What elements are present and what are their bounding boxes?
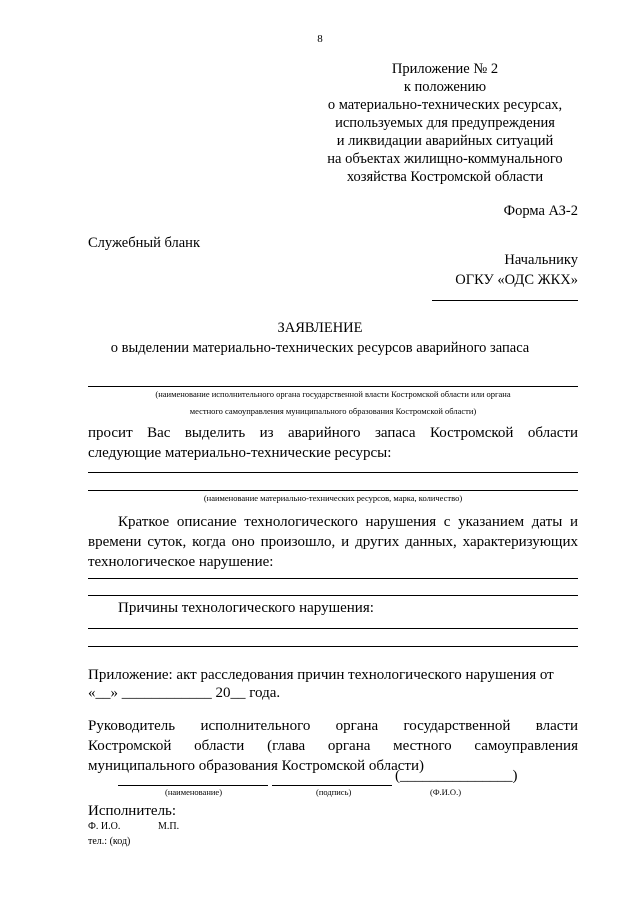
signature-name-line <box>118 785 268 786</box>
attachment-line-2: «__» ____________ 20__ года. <box>88 685 281 701</box>
appendix-line: хозяйства Костромской области <box>346 169 544 185</box>
executor-label: Исполнитель: <box>88 803 177 819</box>
caption-sign: (подпись) <box>316 787 352 797</box>
document-subtitle: о выделении материально-технических ресурсов аварийного запаса <box>110 340 530 356</box>
resources-line-2 <box>88 490 578 491</box>
request-text: просит Вас выделить из аварийного запаса Костромской области следующие материально-технические ресурсы: <box>88 425 578 461</box>
title-block <box>0 318 640 358</box>
addressee <box>455 250 578 290</box>
org-caption-2: местного самоуправления муниципального образования Костромской области) <box>189 406 477 416</box>
addressee-title: Начальнику <box>504 252 578 268</box>
appendix-line: и ликвидации аварийных ситуаций <box>336 133 554 149</box>
causes-line-2 <box>88 646 578 647</box>
description-line-1 <box>88 578 578 579</box>
org-name-line <box>88 386 578 387</box>
page-number: 8 <box>317 33 323 45</box>
addressee-name-line <box>432 300 578 301</box>
org-caption-1: (наименование исполнительного органа государственной власти Костромской области или органа <box>155 389 511 399</box>
caption-name: (наименование) <box>165 787 223 797</box>
appendix-line: о материально-технических ресурсах, <box>327 97 563 113</box>
executor-phone: тел.: (код) <box>88 836 131 847</box>
appendix-line: на объектах жилищно-коммунального <box>327 151 563 167</box>
description-line-2 <box>88 595 578 596</box>
service-blank-label: Служебный бланк <box>88 235 200 251</box>
description-text: Краткое описание технологического нарушения с указанием даты и времени суток, когда оно произошло, и других данных, характеризующих технологическое нарушение: <box>88 514 578 570</box>
attachment-line-1: Приложение: акт расследования причин технологического нарушения от <box>88 667 554 683</box>
appendix-header <box>320 60 570 186</box>
document-title: ЗАЯВЛЕНИЕ <box>277 320 363 336</box>
head-text: Руководитель исполнительного органа государственной власти Костромской области (глава органа местного самоуправления муниципального образования Костромской области) <box>88 718 578 774</box>
addressee-org: ОГКУ «ОДС ЖКХ» <box>455 272 578 288</box>
executor-mp: М.П. <box>158 821 180 832</box>
resources-line-1 <box>88 472 578 473</box>
caption-fio: (Ф.И.О.) <box>430 787 462 797</box>
resources-caption: (наименование материально-технических ресурсов, марка, количество) <box>203 493 463 503</box>
causes-text: Причины технологического нарушения: <box>118 600 374 616</box>
appendix-line: используемых для предупреждения <box>335 115 555 131</box>
executor-fio: Ф. И.О. <box>88 821 121 832</box>
appendix-line: к положению <box>403 79 487 95</box>
form-code: Форма АЗ-2 <box>503 203 578 219</box>
signature-sign-line <box>272 785 392 786</box>
appendix-line: Приложение № 2 <box>391 61 499 77</box>
causes-line-1 <box>88 628 578 629</box>
signature-fio-field: (_______________) <box>395 768 518 784</box>
